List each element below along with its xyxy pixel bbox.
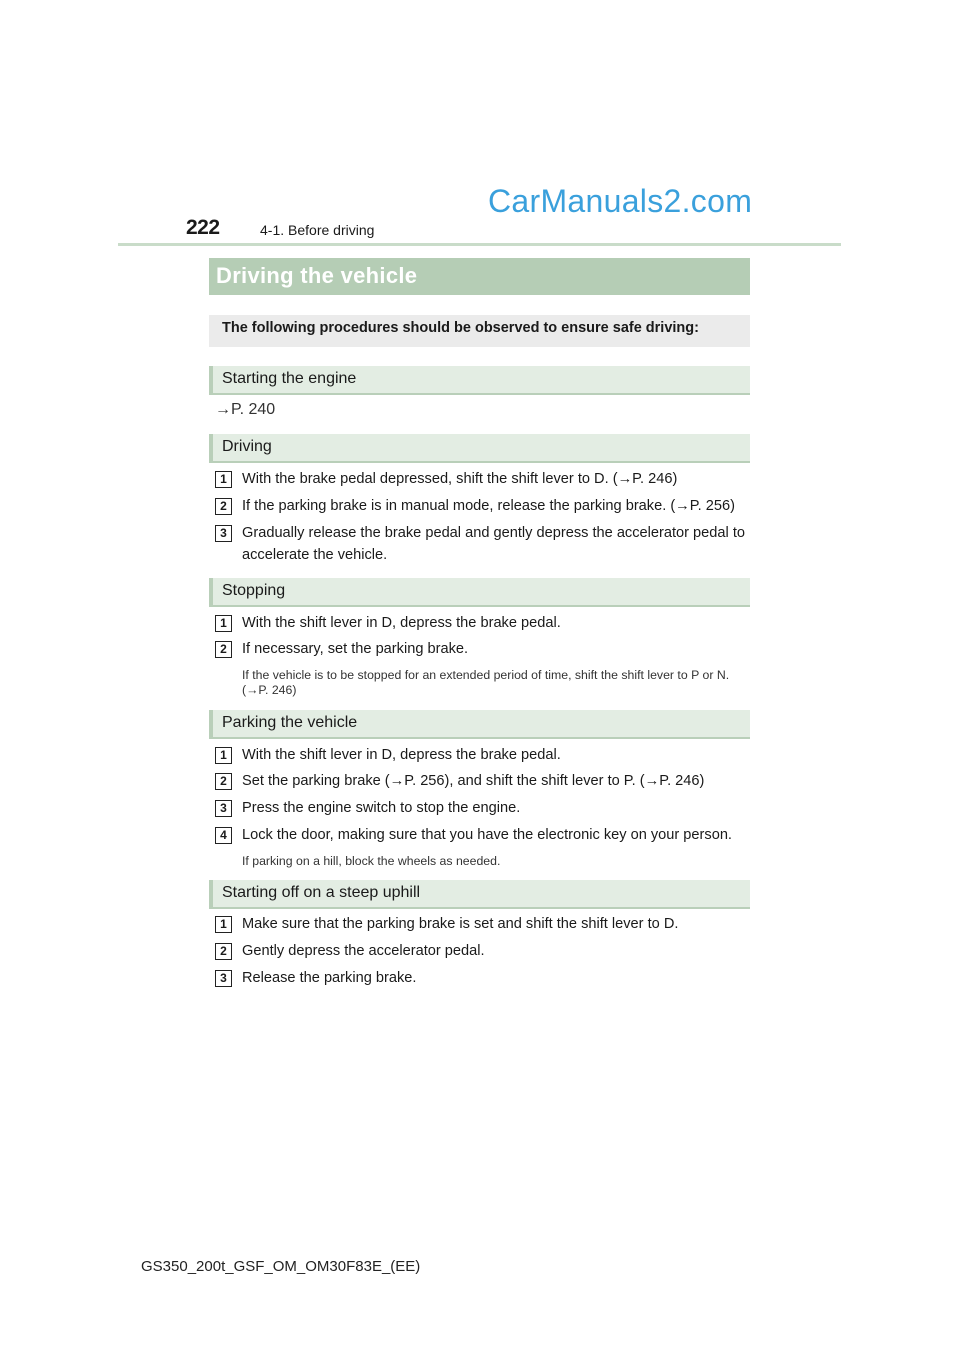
- heading-bar-stopping: [209, 578, 750, 607]
- step-number-badge: 1: [215, 747, 232, 764]
- heading-stopping: Stopping: [222, 582, 286, 599]
- step-text: Set the parking brake (→P. 256), and shift the shift lever to P. (→P. 246): [242, 773, 705, 789]
- step-text: Press the engine switch to stop the engine.: [242, 800, 521, 816]
- heading-bar-driving: [209, 434, 750, 463]
- step-number-badge: 3: [215, 525, 232, 542]
- step-number-badge: 1: [215, 615, 232, 632]
- note-text: If the vehicle is to be stopped for an extended period of time, shift the shift lever to P or N. (→P. 246): [242, 668, 730, 697]
- document-code-footer: GS350_200t_GSF_OM_OM30F83E_(EE): [141, 1258, 421, 1275]
- step-number-badge: 2: [215, 641, 232, 658]
- watermark-logo: CarManuals2.com: [488, 183, 753, 219]
- intro-text: The following procedures should be observed to ensure safe driving:: [222, 320, 699, 336]
- page-number: 222: [186, 216, 220, 239]
- header-divider: [118, 243, 841, 246]
- step-text: If the parking brake is in manual mode, release the parking brake. (→P. 256): [242, 498, 735, 514]
- step-text: Make sure that the parking brake is set and shift the shift lever to D.: [242, 916, 679, 932]
- step-number-badge: 3: [215, 970, 232, 987]
- step-text: With the brake pedal depressed, shift the shift lever to D. (→P. 246): [242, 471, 678, 487]
- step-text: Gradually release the brake pedal and gently depress the accelerator pedal to accelerate the vehicle.: [242, 525, 745, 563]
- step-text: Gently depress the accelerator pedal.: [242, 943, 485, 959]
- heading-driving: Driving: [222, 438, 272, 455]
- heading-steep-uphill: Starting off on a steep uphill: [222, 884, 421, 901]
- section-label: 4-1. Before driving: [260, 222, 375, 238]
- step-text: Lock the door, making sure that you have the electronic key on your person.: [242, 827, 732, 843]
- step-number-badge: 1: [215, 916, 232, 933]
- page-title: Driving the vehicle: [216, 263, 418, 288]
- step-number-badge: 2: [215, 773, 232, 790]
- heading-parking: Parking the vehicle: [222, 714, 358, 731]
- step-text: With the shift lever in D, depress the brake pedal.: [242, 747, 561, 763]
- step-number-badge: 3: [215, 800, 232, 817]
- page-reference-link[interactable]: →P. 240: [215, 401, 276, 418]
- step-number-badge: 1: [215, 471, 232, 488]
- step-text: If necessary, set the parking brake.: [242, 641, 469, 657]
- step-number-badge: 2: [215, 943, 232, 960]
- note-text: If parking on a hill, block the wheels as needed.: [242, 854, 501, 868]
- heading-starting-engine: Starting the engine: [222, 370, 357, 387]
- step-number-badge: 2: [215, 498, 232, 515]
- step-number-badge: 4: [215, 827, 232, 844]
- step-text: Release the parking brake.: [242, 970, 417, 986]
- step-text: With the shift lever in D, depress the brake pedal.: [242, 615, 561, 631]
